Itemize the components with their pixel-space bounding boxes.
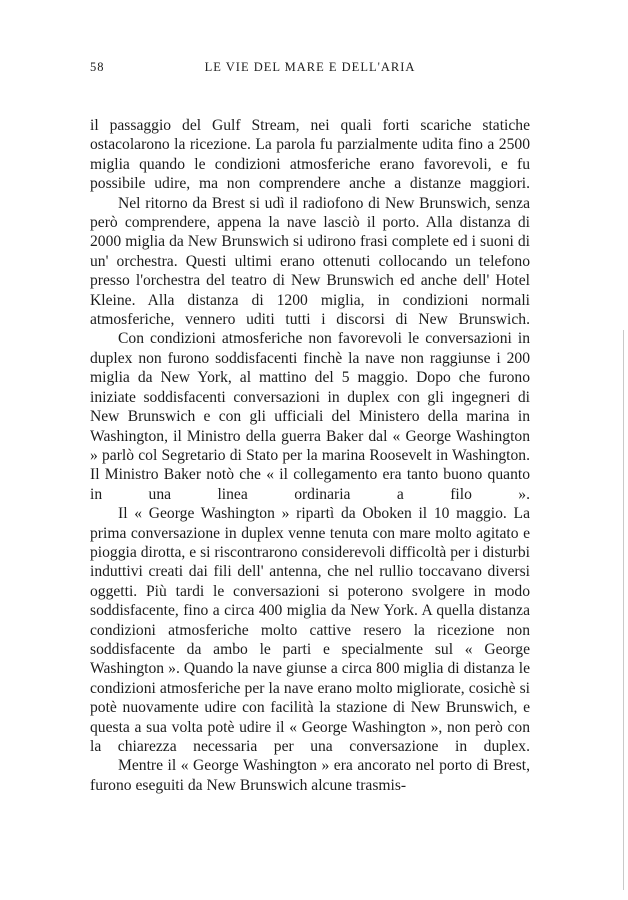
paragraph: Nel ritorno da Brest si udì il radiofono di New Brunswich, senza però comprendere, appena la nave lasciò il porto. Alla distanza di 2000 miglia da New Brunswich si udirono frasi complete ed i suoni di un' orchestra. Questi ultimi erano ottenuti collocando un telefono presso l'orchestra del teatro di New Brunswich ed anche dell' Hotel Kleine. Alla distanza di 1200 miglia, in condizioni normali atmosferiche, vennero uditi tutti i discorsi di New Brunswich. [90,194,530,329]
paragraph: Il « George Washington » ripartì da Oboken il 10 maggio. La prima conversazione in duplex venne tenuta con mare molto agitato e pioggia dirotta, e si riscontrarono considerevoli difficoltà per i disturbi induttivi creati dai fili dell' antenna, che nel rullio toccavano diversi oggetti. Più tardi le conversazioni si poterono svolgere in modo soddisfacente, fino a circa 400 miglia da New York. A quella distanza condizioni atmosferiche molto cattive resero la ricezione non soddisfacente da ambo le parti e specialmente sul « George Washington ». Quando la nave giunse a circa 800 miglia di distanza le condizioni atmosferiche per la nave erano molto migliorate, cosichè si potè nuovamente udire con facilità la stazione di New Brunswich, e questa a sua volta potè udire il « George Washington », non però con la chiarezza necessaria per una conversazione in duplex. [90,505,530,755]
paragraph: Con condizioni atmosferiche non favorevoli le conversazioni in duplex non furono soddisfacenti finchè la nave non raggiunse i 200 miglia da New York, al mattino del 5 maggio. Dopo che furono iniziate soddisfacenti conversazioni in duplex con gli ingegneri di New Brunswich e con gli ufficiali del Ministero della marina in Washington, il Ministro della guerra Baker dal « George Washington » parlò col Segretario di Stato per la marina Roosevelt in Washington. Il Ministro Baker notò che « il collegamento era tanto buono quanto in una linea ordinaria a filo ». [90,330,530,503]
paragraph: Mentre il « George Washington » era ancorato nel porto di Brest, furono eseguiti da New Brunswich alcune trasmis- [90,757,530,794]
page-number: 58 [90,60,105,74]
page-edge-line [623,330,624,890]
running-head [90,60,530,78]
paragraph: il passaggio del Gulf Stream, nei quali forti scariche statiche ostacolarono la ricezione. La parola fu parzialmente udita fino a 2500 miglia quando le condizioni atmosferiche erano favorevoli, e fu possibile udire, ma non comprendere anche a distanze maggiori. [90,117,530,193]
body-text [90,116,530,795]
running-title: LE VIE DEL MARE E DELL'ARIA [204,60,416,74]
